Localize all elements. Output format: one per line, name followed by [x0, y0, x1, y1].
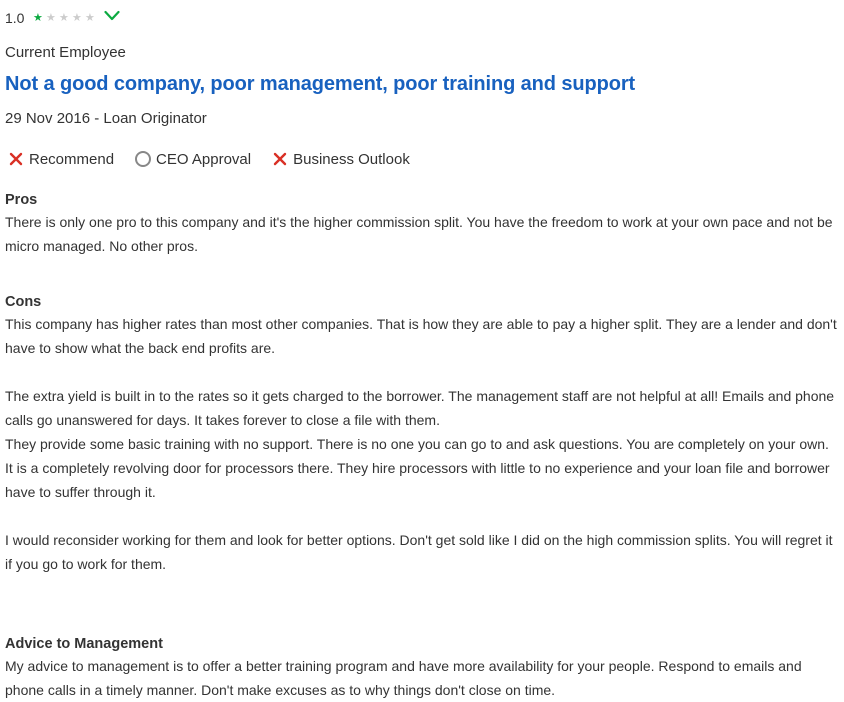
x-icon [271, 150, 289, 168]
cons-title: Cons [5, 294, 42, 310]
pros-text: There is only one pro to this company and it's the higher commission split. You have the freedom to work at your own pace and not be micro managed. No other pros. [5, 214, 833, 254]
badge-label: Recommend [29, 150, 115, 168]
star-empty-icon: ★ [72, 11, 82, 24]
pros-title: Pros [5, 192, 38, 208]
review-badges [7, 150, 430, 168]
advice-title: Advice to Management [5, 636, 163, 652]
star-empty-icon: ★ [85, 11, 95, 24]
star-empty-icon: ★ [46, 11, 56, 24]
review-date-role: 29 Nov 2016 - Loan Originator [5, 110, 207, 127]
star-empty-icon: ★ [59, 11, 69, 24]
badge-business-outlook [271, 150, 410, 168]
cons-section [5, 292, 839, 576]
badge-label: CEO Approval [156, 150, 252, 168]
rating-row [5, 8, 120, 28]
chevron-down-icon[interactable] [104, 9, 120, 27]
pros-section [5, 190, 839, 258]
cons-text: This company has higher rates than most other companies. That is how they are able to pay a higher split. They are a lender and don't have to show what the back end profits are. The extra yield is built in to the rates so it gets charged to the borrower. The management staff are not helpful at all! Emails and phone calls go unanswered for days. It takes forever to close a file with them. They provide some basic training with no support. There is no one you can go to and ask questions. You are completely on your own. It is a completely revolving door for processors there. They hire processors with little to no experience and your loan file and borrower have to suffer through it. I would reconsider working for them and look for better options. Don't get sold like I did on the high commission splits. You will regret it if you go to work for them. [5, 316, 837, 572]
rating-value: 1.0 [5, 10, 25, 26]
star-filled-icon: ★ [33, 11, 43, 24]
star-rating [31, 13, 96, 24]
circle-icon [134, 150, 152, 168]
badge-ceo-approval [134, 150, 251, 168]
review-title[interactable]: Not a good company, poor management, poor training and support [5, 73, 636, 95]
badge-label: Business Outlook [293, 150, 410, 168]
employee-status: Current Employee [5, 44, 126, 61]
x-icon [7, 150, 25, 168]
badge-recommend [7, 150, 114, 168]
advice-text: My advice to management is to offer a better training program and have more availability for your people. Respond to emails and phone calls in a timely manner. Don't make excuses as to why things don't close on time. [5, 658, 802, 698]
advice-section [5, 634, 839, 702]
